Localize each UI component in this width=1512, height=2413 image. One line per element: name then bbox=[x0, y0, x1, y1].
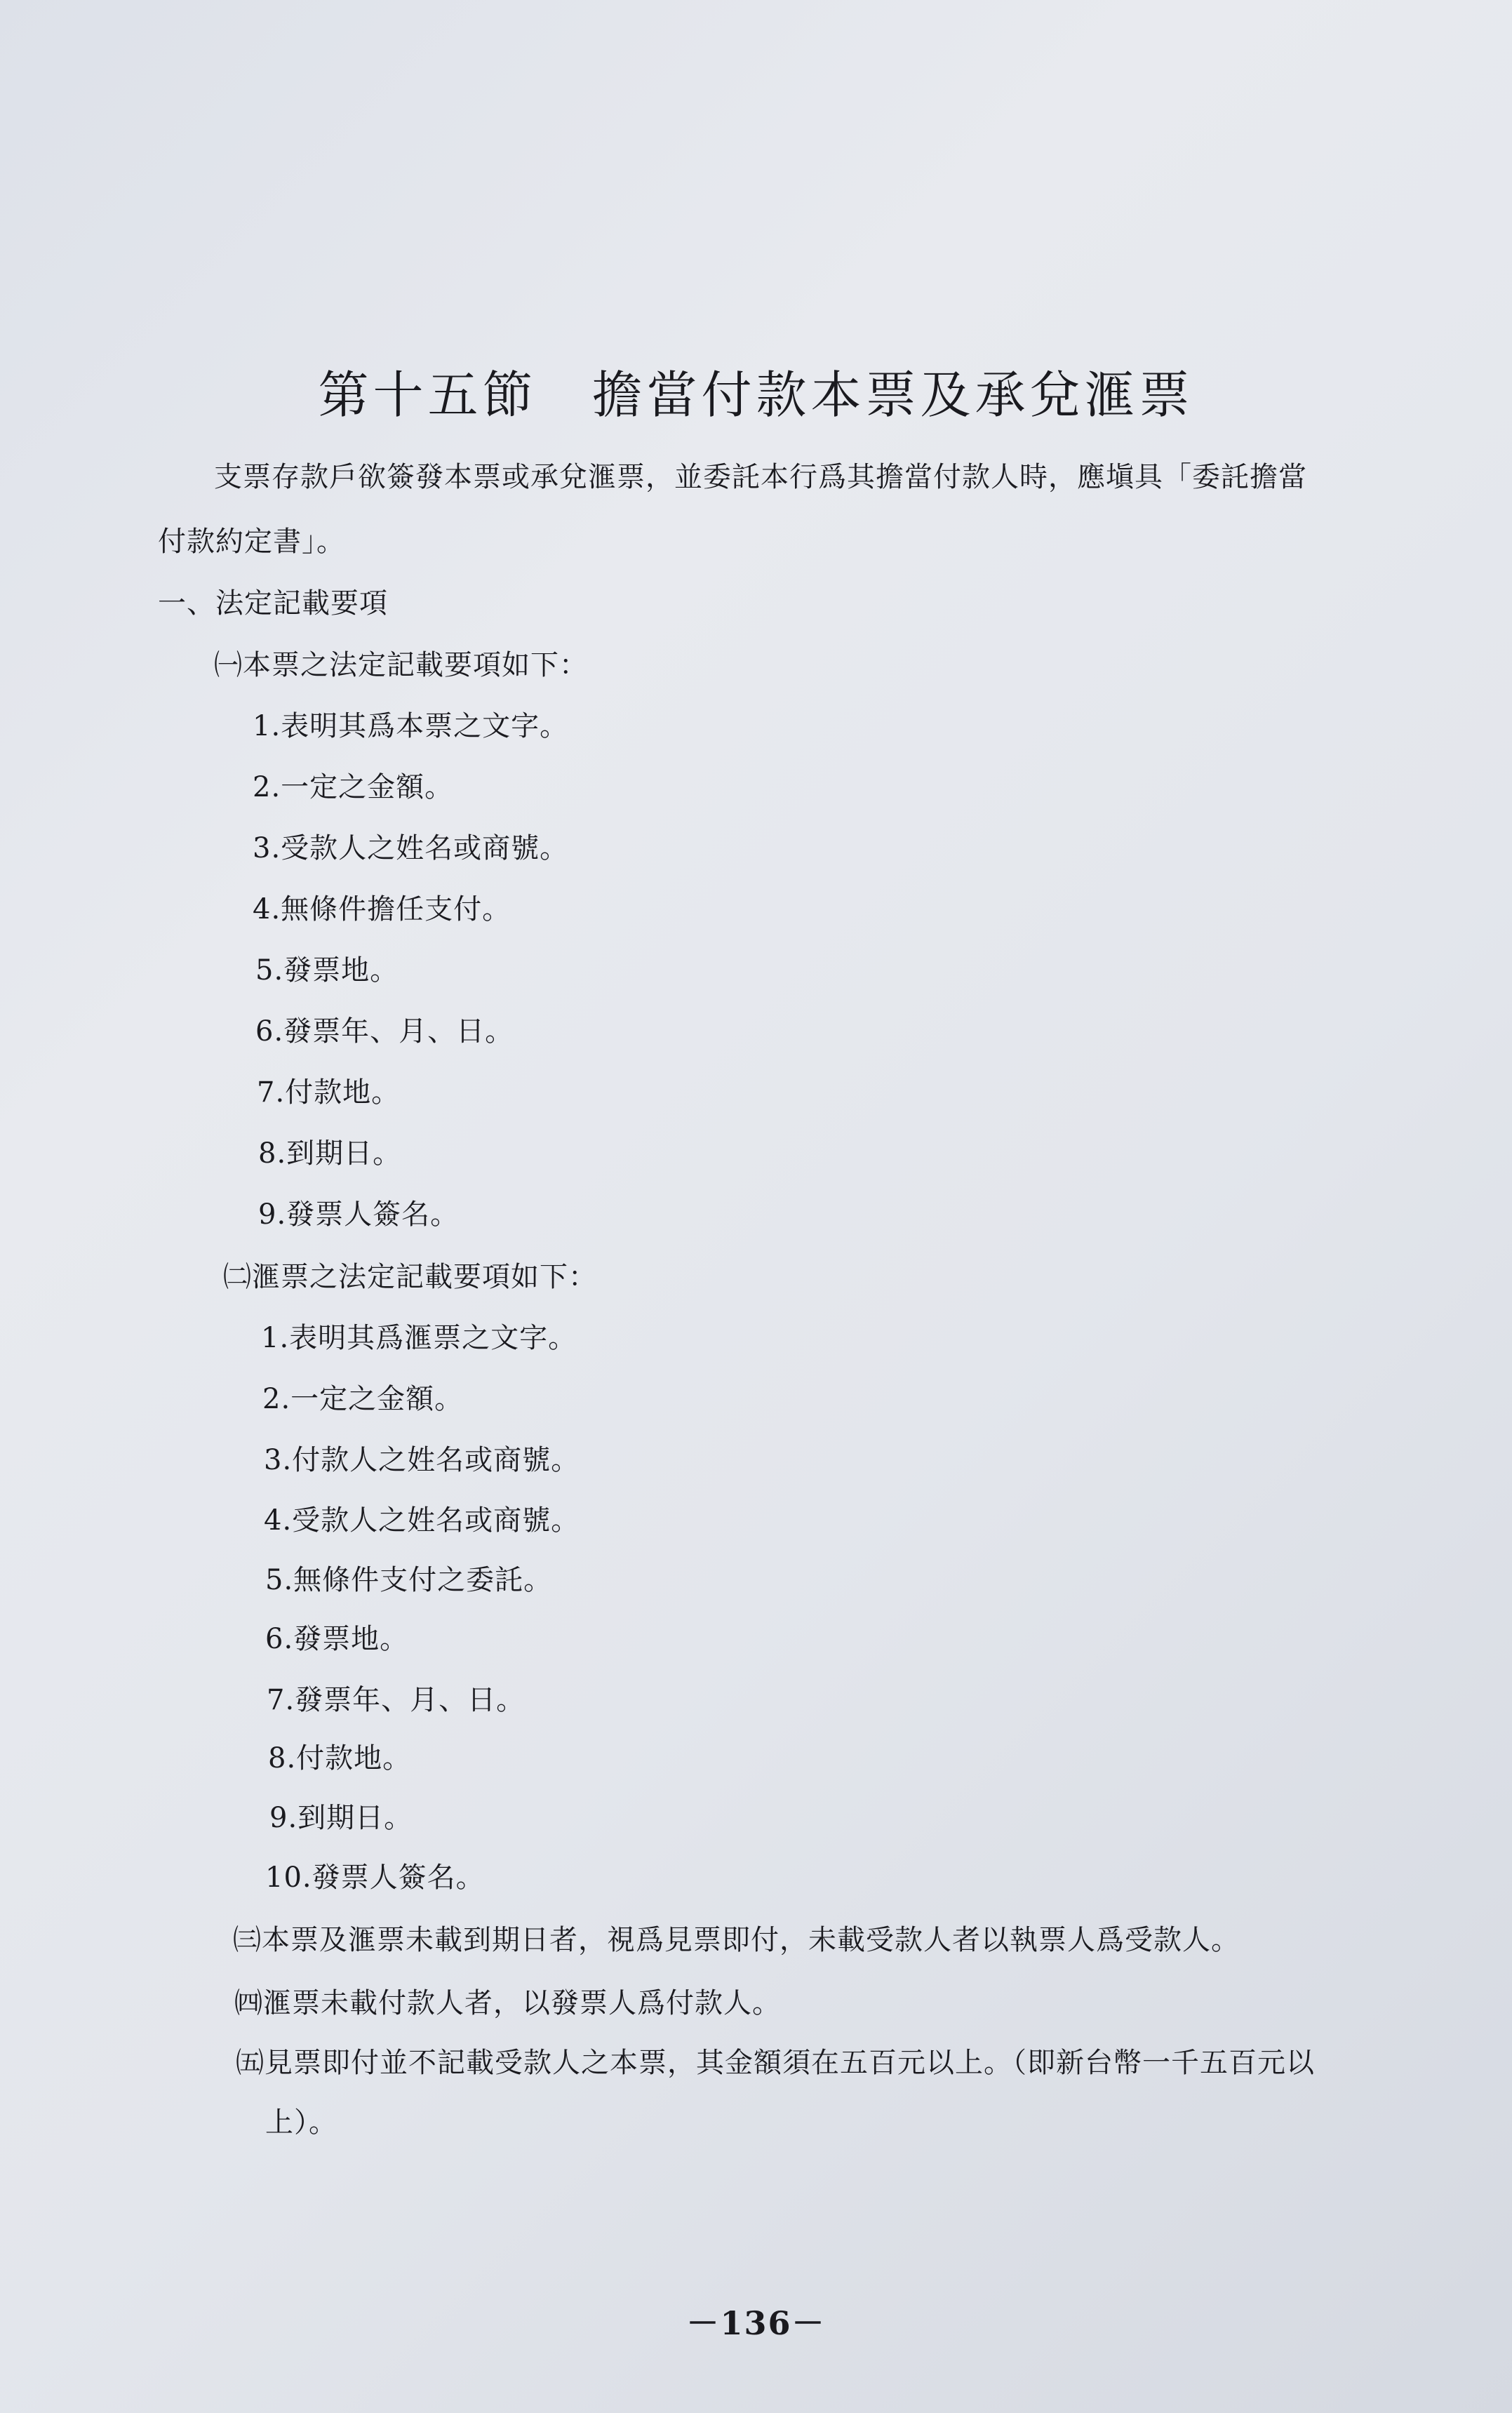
note-item: ㈤見票即付並不記載受款人之本票，其金額須在五百元以上。（即新台幣一千五百元以 bbox=[236, 2047, 1315, 2079]
promissory-item: 5.發票地。 bbox=[255, 954, 399, 987]
page-number: －136－ bbox=[686, 2304, 826, 2342]
promissory-heading: ㈠本票之法定記載要項如下： bbox=[214, 649, 588, 681]
note-item: ㈣滙票未載付款人者，以發票人爲付款人。 bbox=[234, 1987, 781, 2019]
intro-line-2: 付款約定書」。 bbox=[158, 526, 345, 558]
draft-item: 3.付款人之姓名或商號。 bbox=[264, 1444, 580, 1476]
note-continuation: 上）。 bbox=[265, 2106, 337, 2139]
intro-line-1: 支票存款戶欲簽發本票或承兌滙票，並委託本行爲其擔當付款人時，應塡具「委託擔當 bbox=[214, 461, 1307, 493]
note-item: ㈢本票及滙票未載到期日者，視爲見票即付，未載受款人者以執票人爲受款人。 bbox=[233, 1924, 1240, 1956]
draft-item: 2.一定之金額。 bbox=[262, 1383, 464, 1415]
draft-item: 10.發票人簽名。 bbox=[265, 1861, 485, 1894]
section-title: 第十五節 擔當付款本票及承兌滙票 bbox=[318, 366, 1194, 425]
draft-item: 9.到期日。 bbox=[269, 1802, 413, 1834]
promissory-item: 3.受款人之姓名或商號。 bbox=[253, 832, 569, 864]
draft-item: 5.無條件支付之委託。 bbox=[265, 1564, 553, 1596]
draft-item: 7.發票年、月、日。 bbox=[267, 1684, 526, 1716]
promissory-item: 1.表明其爲本票之文字。 bbox=[253, 710, 569, 742]
draft-item: 4.受款人之姓名或商號。 bbox=[264, 1504, 580, 1537]
promissory-item: 8.到期日。 bbox=[258, 1137, 402, 1170]
draft-item: 1.表明其爲滙票之文字。 bbox=[261, 1322, 577, 1354]
promissory-item: 7.付款地。 bbox=[257, 1076, 401, 1109]
draft-item: 8.付款地。 bbox=[268, 1742, 412, 1774]
promissory-item: 2.一定之金額。 bbox=[253, 771, 454, 803]
draft-heading: ㈡滙票之法定記載要項如下： bbox=[223, 1261, 597, 1293]
section1-heading: 一、法定記載要項 bbox=[158, 587, 388, 620]
draft-item: 6.發票地。 bbox=[265, 1623, 409, 1655]
promissory-item: 6.發票年、月、日。 bbox=[255, 1015, 514, 1048]
promissory-item: 4.無條件擔任支付。 bbox=[253, 893, 511, 925]
promissory-item: 9.發票人簽名。 bbox=[258, 1198, 460, 1231]
